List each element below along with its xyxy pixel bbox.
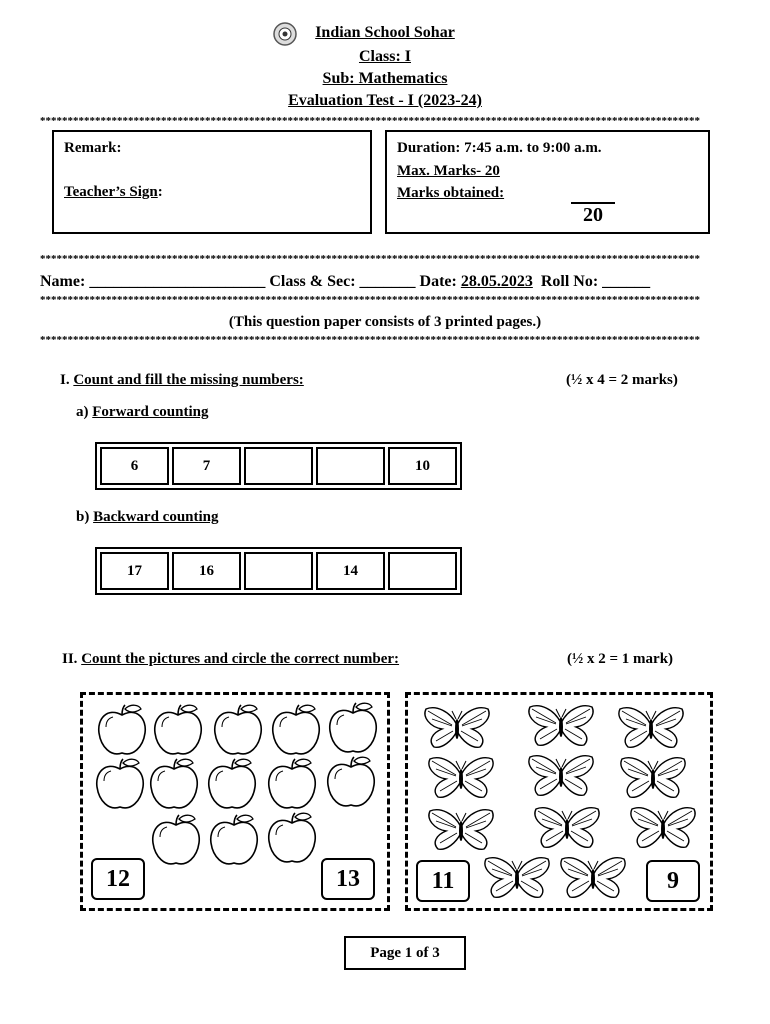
student-info-line <box>40 273 650 291</box>
test-title: Evaluation Test - I (2023-24) <box>288 92 482 109</box>
apple-icon <box>269 759 316 808</box>
marks-box <box>385 130 710 234</box>
q1a-heading: a) Forward counting <box>76 404 209 420</box>
apple-icon <box>211 815 258 864</box>
blank-answer-cell[interactable] <box>244 447 313 485</box>
apple-counting-panel <box>80 692 390 911</box>
q1-marks: (½ x 4 = 2 marks) <box>566 372 678 388</box>
apple-icon <box>153 815 200 864</box>
pages-note: (This question paper consists of 3 printed pages.) <box>228 314 542 330</box>
apple-icon <box>330 703 377 752</box>
butterfly-icon <box>529 706 593 746</box>
apple-icon <box>151 759 198 808</box>
forward-counting-row <box>95 442 462 490</box>
blank-answer-cell[interactable] <box>244 552 313 590</box>
star-divider: ************************************************************************************************************************ <box>40 295 700 305</box>
blank-answer-cell[interactable] <box>388 552 457 590</box>
max-marks-text: Max. Marks- 20 <box>397 163 500 179</box>
answer-option-13[interactable]: 13 <box>321 858 375 900</box>
butterfly-icon <box>429 758 493 798</box>
butterfly-icon <box>535 808 599 848</box>
name-field[interactable]: Name: ______________________ <box>40 273 266 290</box>
remark-box <box>52 130 372 234</box>
apple-icon <box>273 705 320 754</box>
star-divider: ************************************************************************************************************************ <box>40 335 700 345</box>
apple-icon <box>328 757 375 806</box>
butterfly-icon <box>429 810 493 850</box>
number-cell: 6 <box>100 447 169 485</box>
page-number-box: Page 1 of 3 <box>344 936 466 970</box>
q1-heading: I. Count and fill the missing numbers: <box>60 372 304 388</box>
date-value: 28.05.2023 <box>460 273 533 290</box>
apple-icon <box>215 705 262 754</box>
apple-icon <box>209 759 256 808</box>
class-sec-field[interactable]: Class & Sec: _______ <box>269 273 416 290</box>
q2-marks: (½ x 2 = 1 mark) <box>567 651 674 667</box>
star-divider: ************************************************************************************************************************ <box>40 116 700 126</box>
star-divider: ************************************************************************************************************************ <box>40 254 700 264</box>
number-cell: 16 <box>172 552 241 590</box>
q1b-heading: b) Backward counting <box>76 509 219 525</box>
butterfly-icon <box>621 758 685 798</box>
class-line: Class: I <box>358 48 411 65</box>
butterfly-icon <box>631 808 695 848</box>
teacher-sign-label: Teacher’s Sign: <box>64 184 163 200</box>
school-name: Indian School Sohar <box>315 24 455 41</box>
butterfly-icon <box>485 858 549 898</box>
roll-no-field[interactable]: Roll No: ______ <box>540 273 651 290</box>
number-cell: 17 <box>100 552 169 590</box>
butterfly-counting-panel <box>405 692 713 911</box>
remark-label: Remark: <box>64 140 122 156</box>
marks-obtained-label: Marks obtained: <box>397 185 505 201</box>
q2-heading: II. Count the pictures and circle the correct number: <box>62 651 400 667</box>
date-label: Date: <box>419 273 457 290</box>
number-cell: 10 <box>388 447 457 485</box>
total-marks: 20 <box>583 204 603 226</box>
number-cell: 14 <box>316 552 385 590</box>
backward-counting-row <box>95 547 462 595</box>
butterfly-icon <box>425 708 489 748</box>
apple-icon <box>155 705 202 754</box>
blank-answer-cell[interactable] <box>316 447 385 485</box>
subject-line: Sub: Mathematics <box>322 70 448 87</box>
apple-icon <box>99 705 146 754</box>
answer-option-12[interactable]: 12 <box>91 858 145 900</box>
answer-option-9[interactable]: 9 <box>646 860 700 902</box>
apple-icon <box>269 813 316 862</box>
butterfly-icon <box>561 858 625 898</box>
number-cell: 7 <box>172 447 241 485</box>
butterfly-icon <box>619 708 683 748</box>
duration-text: Duration: 7:45 a.m. to 9:00 a.m. <box>397 140 602 156</box>
answer-option-11[interactable]: 11 <box>416 860 470 902</box>
apple-icon <box>97 759 144 808</box>
butterfly-icon <box>529 756 593 796</box>
